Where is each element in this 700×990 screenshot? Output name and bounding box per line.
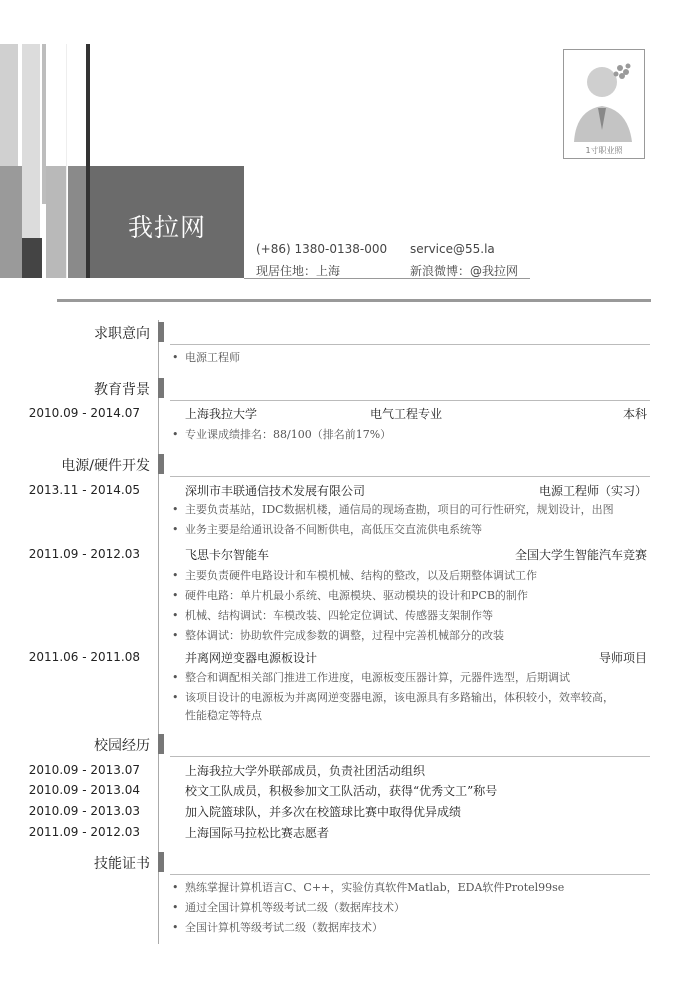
entry-org: 深圳市丰联通信技术发展有限公司 <box>185 484 366 498</box>
entry-date: 2011.09 - 2012.03 <box>28 547 140 561</box>
section-marker <box>158 454 164 474</box>
phone-number: (+86) 1380-0138-000 <box>256 242 388 256</box>
person-silhouette-icon <box>564 50 644 142</box>
entry-org: 并离网逆变器电源板设计 <box>185 651 318 665</box>
entry-date: 2011.06 - 2011.08 <box>28 650 140 664</box>
decor-bar <box>0 44 18 166</box>
header-divider <box>57 299 651 302</box>
section-title-education: 教育背景 <box>94 382 150 398</box>
campus-text: 上海国际马拉松比赛志愿者 <box>185 826 330 840</box>
section-marker <box>158 322 164 342</box>
campus-text: 加入院篮球队，并多次在校篮球比赛中取得优异成绩 <box>185 805 462 819</box>
education-date: 2010.09 - 2014.07 <box>28 406 140 420</box>
section-marker <box>158 852 164 872</box>
campus-date: 2010.09 - 2013.04 <box>28 783 140 797</box>
contact-underline <box>244 278 530 279</box>
entry-header <box>185 546 647 563</box>
section-title-campus: 校园经历 <box>94 738 150 754</box>
weibo-handle: 新浪微博：@我拉网 <box>410 264 519 278</box>
section-title-objective: 求职意向 <box>94 326 150 342</box>
campus-date: 2010.09 - 2013.07 <box>28 763 140 777</box>
timeline-line <box>158 320 159 944</box>
decor-bar <box>22 238 42 278</box>
education-row <box>185 405 647 422</box>
section-divider <box>170 756 650 757</box>
campus-text: 上海我拉大学外联部成员，负责社团活动组织 <box>185 764 426 778</box>
section-marker <box>158 734 164 754</box>
campus-text: 校文工队成员，积极参加文工队活动，获得“优秀文工”称号 <box>185 784 498 798</box>
section-divider <box>170 874 650 875</box>
entry-header <box>185 649 647 666</box>
email-address: service@55.la <box>410 242 495 256</box>
entry-header <box>185 482 647 499</box>
entry-org: 飞思卡尔智能车 <box>185 548 270 562</box>
decor-bar <box>46 166 66 278</box>
entry-role: 电源工程师（实习） <box>538 484 647 498</box>
decor-bar <box>22 44 40 238</box>
profile-photo <box>563 49 645 159</box>
section-divider <box>170 476 650 477</box>
entry-date: 2013.11 - 2014.05 <box>28 483 140 497</box>
campus-date: 2010.09 - 2013.03 <box>28 804 140 818</box>
section-divider <box>170 400 650 401</box>
campus-date: 2011.09 - 2012.03 <box>28 825 140 839</box>
school-name: 上海我拉大学 <box>185 407 258 421</box>
section-title-skills: 技能证书 <box>94 856 150 872</box>
section-marker <box>158 378 164 398</box>
section-divider <box>170 344 650 345</box>
degree: 本科 <box>622 407 647 421</box>
decor-bar <box>0 166 22 278</box>
major: 电气工程专业 <box>370 407 443 421</box>
entry-role: 全国大学生智能汽车竞赛 <box>514 548 647 562</box>
photo-caption: 1寸职业照 <box>585 146 623 155</box>
decor-bar <box>68 166 86 278</box>
section-title-experience: 电源/硬件开发 <box>61 458 150 474</box>
entry-role: 导师项目 <box>598 651 647 665</box>
candidate-name: 我拉网 <box>128 213 207 242</box>
current-location: 现居住地：上海 <box>256 264 341 278</box>
